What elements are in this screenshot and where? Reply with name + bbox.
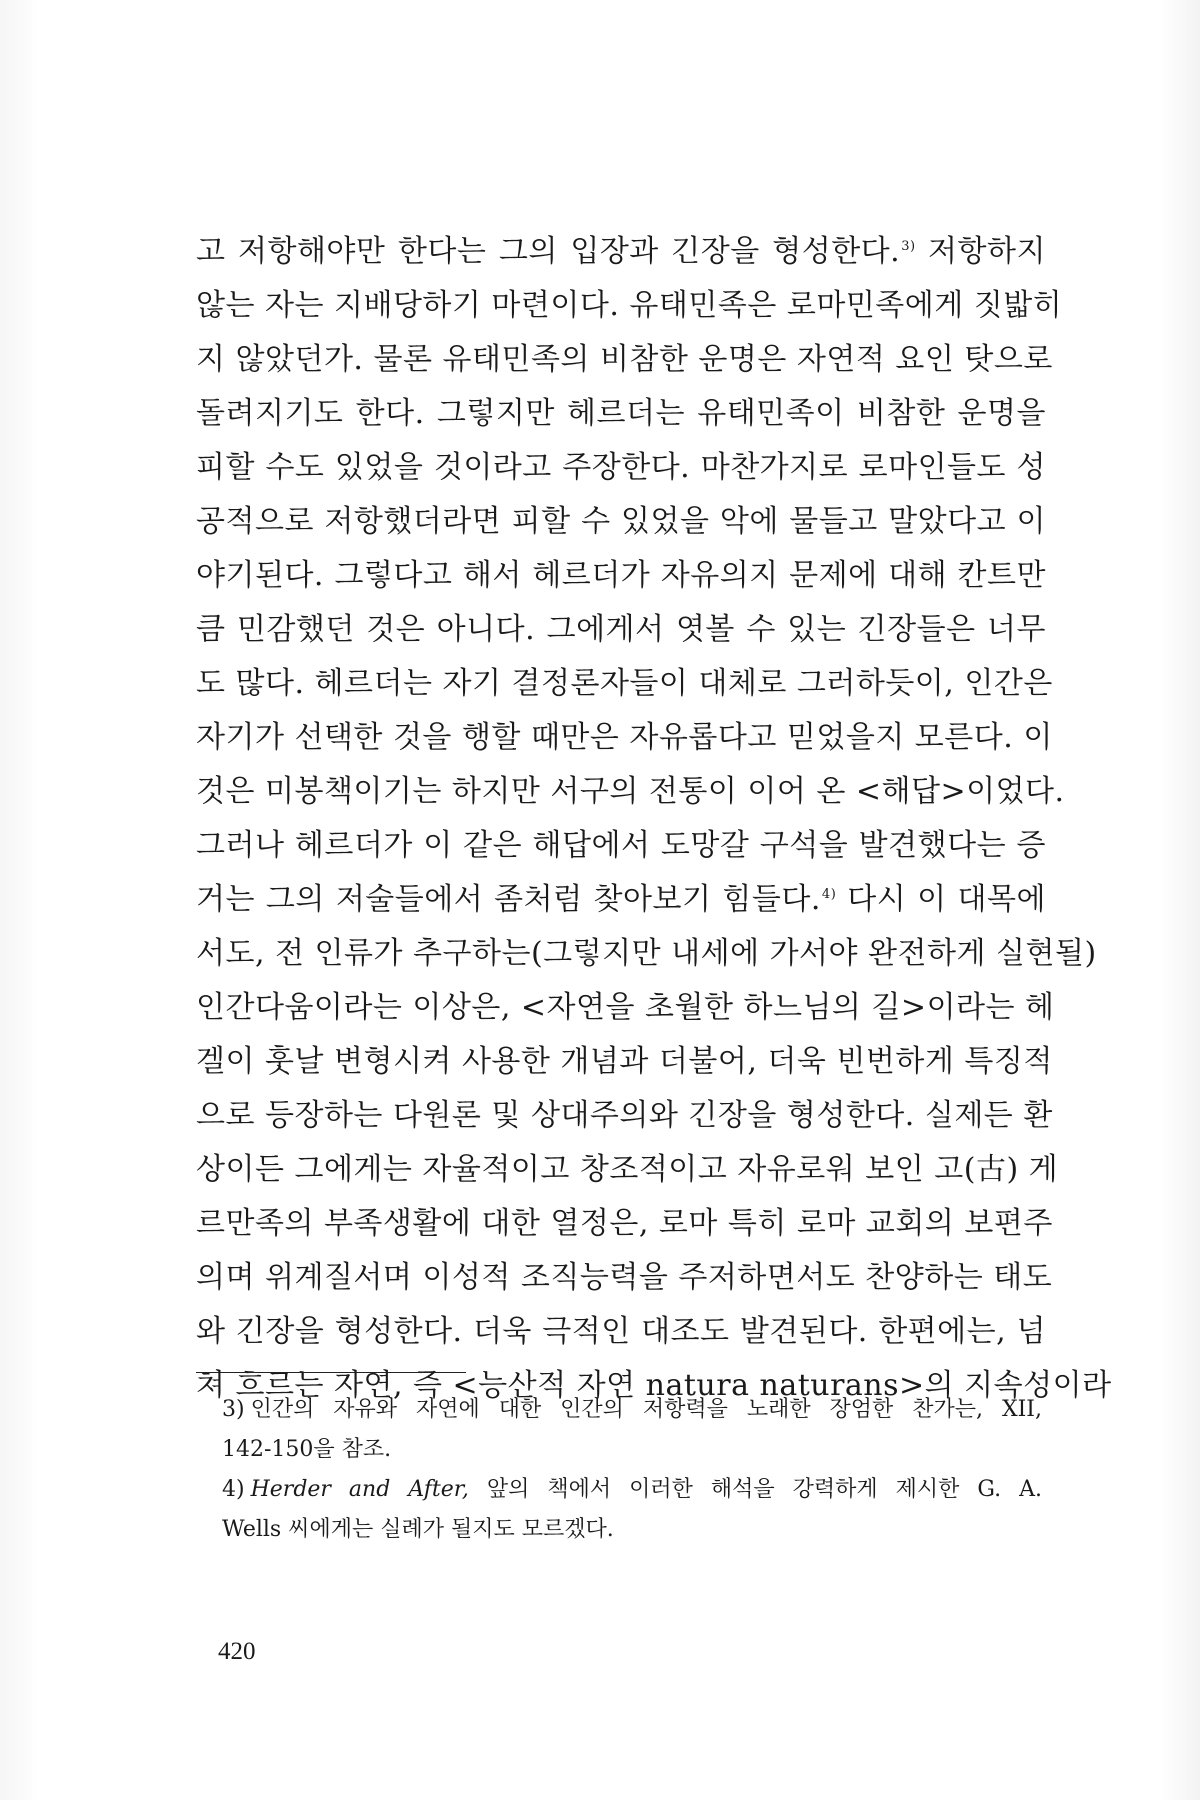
text-line: 의며 위계질서며 이성적 조직능력을 주저하면서도 찬양하는 태도 (196, 1260, 1053, 1295)
footnote-4 (222, 1470, 1042, 1550)
text-line: 인간다움이라는 이상은, <자연을 초월한 하느님의 길>이라는 헤 (196, 990, 1055, 1025)
text-line: 상이든 그에게는 자율적이고 창조적이고 자유로워 보인 고(古) 게 (196, 1152, 1059, 1187)
text-line: 고 저항해야만 한다는 그의 입장과 긴장을 형성한다.$^{3)}$ 저항하지 (196, 234, 1046, 269)
footnote-line: Wells 씨에게는 실례가 될지도 모르겠다. (222, 1517, 614, 1542)
text-line: 그러나 헤르더가 이 같은 해답에서 도망갈 구석을 발견했다는 증 (196, 828, 1046, 863)
text-line: 공적으로 저항했더라면 피할 수 있었을 악에 물들고 말았다고 이 (196, 504, 1046, 539)
footnote-line: 4) Herder and After, 앞의 책에서 이러한 해석을 강력하게 제시한 G. A. (222, 1477, 1042, 1502)
footnote-number: 4) (222, 1477, 245, 1502)
text-line: 와 긴장을 형성한다. 더욱 극적인 대조도 발견된다. 한편에는, 넘 (196, 1314, 1046, 1349)
body-text (196, 225, 1112, 1413)
text-line: 돌려지기도 한다. 그렇지만 헤르더는 유태민족이 비참한 운명을 (196, 396, 1046, 431)
text-line: 도 많다. 헤르더는 자기 결정론자들이 대체로 그러하듯이, 인간은 (196, 666, 1053, 701)
text-line: 으로 등장하는 다원론 및 상대주의와 긴장을 형성한다. 실제든 환 (196, 1098, 1053, 1133)
text-line: 거는 그의 저술들에서 좀처럼 찾아보기 힘들다.$^{4)}$ 다시 이 대목에 (196, 882, 1046, 917)
text-line: 야기된다. 그렇다고 해서 헤르더가 자유의지 문제에 대해 칸트만 (196, 558, 1046, 593)
text-line: 것은 미봉책이기는 하지만 서구의 전통이 이어 온 <해답>이었다. (196, 774, 1065, 809)
footnote-number: 3) (222, 1397, 245, 1422)
text-line: 서도, 전 인류가 추구하는(그렇지만 내세에 가서야 완전하게 실현될) (196, 936, 1097, 971)
page-number: 420 (218, 1638, 256, 1665)
text-line: 않는 자는 지배당하기 마련이다. 유태민족은 로마민족에게 짓밟히 (196, 288, 1063, 323)
text-line: 르만족의 부족생활에 대한 열정은, 로마 특히 로마 교회의 보편주 (196, 1206, 1053, 1241)
text-line: 자기가 선택한 것을 행할 때만은 자유롭다고 믿었을지 모른다. 이 (196, 720, 1053, 755)
footnotes (222, 1390, 1042, 1550)
text-line: 피할 수도 있었을 것이라고 주장한다. 마찬가지로 로마인들도 성 (196, 450, 1046, 485)
footnote-marker-3: 3) (901, 239, 916, 254)
text-line: 쳐 흐르는 자연, 즉 <능산적 자연 natura naturans>의 지속성이라 (196, 1368, 1112, 1403)
footnote-line: 142-150을 참조. (222, 1437, 392, 1462)
footnote-line: 3) 인간의 자유와 자연에 대한 인간의 저항력을 노래한 장엄한 찬가는, XII, (222, 1397, 1042, 1422)
footnote-3 (222, 1390, 1042, 1470)
book-title: Herder and After, (250, 1477, 469, 1502)
text-line: 큼 민감했던 것은 아니다. 그에게서 엿볼 수 있는 긴장들은 너무 (196, 612, 1046, 647)
footnote-marker-4: 4) (821, 887, 837, 902)
footnote-divider (196, 1372, 466, 1373)
text-line: 지 않았던가. 물론 유태민족의 비참한 운명은 자연적 요인 탓으로 (196, 342, 1053, 377)
text-line: 겔이 훗날 변형시켜 사용한 개념과 더불어, 더욱 빈번하게 특징적 (196, 1044, 1053, 1079)
